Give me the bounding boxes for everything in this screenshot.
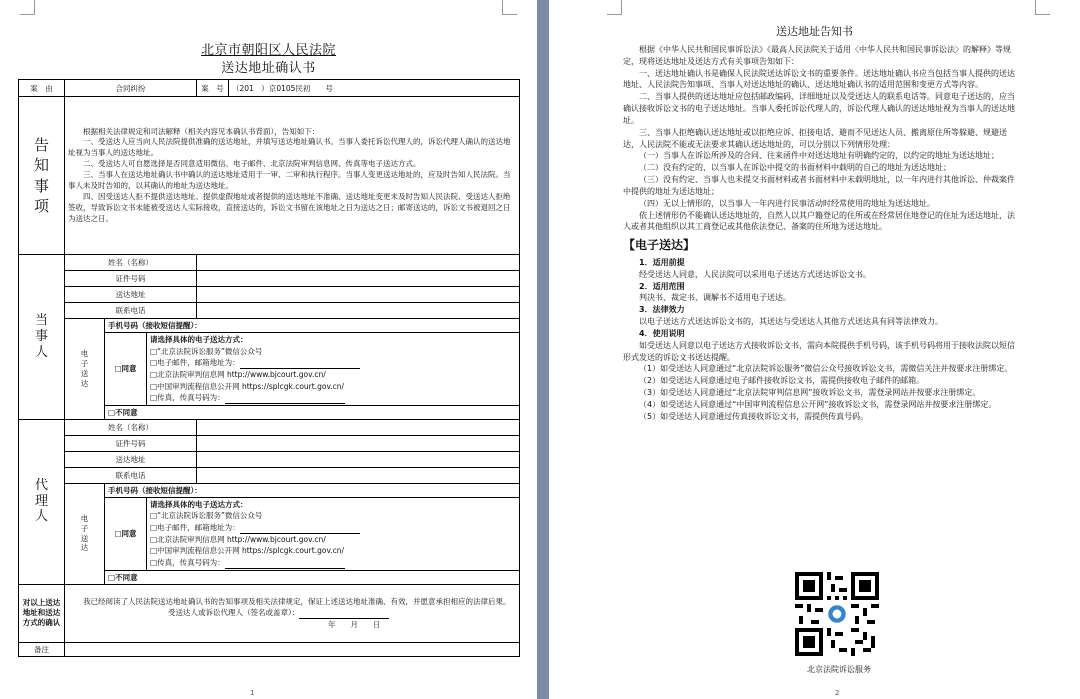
qr-code-icon [795,572,879,656]
section-text: 以电子送达方式送达诉讼文书的，其送达与受送达人其他方式送达具有同等法律效力。 [639,317,943,327]
party-id-label: 证件号码 [65,271,197,287]
agent-phone-label: 联系电话 [65,467,197,483]
option-splcgk[interactable]: □中国审判流程信息公开网 https://splcgk.court.gov.cn/ [150,546,345,556]
section-heading: 3．法律效力 [639,305,685,315]
notice-body [623,44,1015,423]
agent-disagree-checkbox[interactable]: □不同意 [105,570,520,584]
option-email[interactable]: □电子邮件，邮箱地址为： [150,522,516,534]
agent-name-input[interactable] [197,419,520,435]
case-cause-value: 合同纠纷 [65,80,197,97]
notice-paragraph: 根据相关法律规定和司法解释（相关内容见本确认书背面），告知如下： [83,126,320,136]
court-name: 北京市朝阳区人民法院 [200,43,336,58]
option-bjcourt[interactable]: □北京法院审判信息网 http://www.bjcourt.gov.cn/ [150,534,326,544]
notice-paragraph: 依上述情形仍不能确认送达地址的，自然人以其户籍登记的住所或在经常居住地登记的住址为送达地址，法人或者其他组织以其工商登记或其他依法登记、备案的住所地为送达地址。 [623,210,1015,232]
section-text: （5）如受送达人同意通过传真接收诉讼文书，需提供传真号码。 [639,411,869,421]
sign-line: 受送达人或诉讼代理人（签名或盖章）： [168,608,300,618]
notice-paragraph: （二）没有约定的，以当事人在诉讼中提交的书面材料中载明的自己的地址为送达地址； [639,163,951,173]
crop-mark [502,0,517,15]
remark-label: 备注 [19,642,65,656]
party-name-input[interactable] [197,255,520,271]
date-line[interactable]: 年 月 日 [328,619,381,629]
party-address-input[interactable] [197,287,520,303]
confirm-label: 对以上送达地址和送达方式的确认 [19,584,65,642]
agent-address-label: 送达地址 [65,451,197,467]
case-number-label: 案 号 [197,80,229,97]
page-number: 1 [250,689,255,697]
notice-paragraph: 三、当事人在送达地址确认书中确认的送达地址适用于一审、二审和执行程序。当事人变更送达地址的，应及时告知人民法院。当事人未及时告知的，以其确认的地址为送达地址。 [68,170,511,190]
crop-mark [607,0,622,15]
party-phone-label: 联系电话 [65,303,197,319]
agent-id-label: 证件号码 [65,435,197,451]
choose-line: 请选择具体的电子送达方式： [150,499,248,509]
option-splcgk[interactable]: □中国审判流程信息公开网 https://splcgk.court.gov.cn/ [150,381,345,391]
agent-agree-checkbox[interactable]: □同意 [105,497,147,570]
option-wechat[interactable]: □“北京法院诉讼服务”微信公众号 [150,511,263,521]
section-text: 经受送达人同意，人民法院可以采用电子送达方式送达诉讼文书。 [639,269,871,279]
section-text: 判决书、裁定书、调解书不适用电子送达。 [639,293,791,303]
party-label: 当事人 [34,313,48,360]
option-fax[interactable]: □传真，传真号码为： [150,392,516,404]
party-esvc-label: 电子送达 [80,349,89,388]
section-text: （2）如受送达人同意通过电子邮件接收诉讼文书，需提供接收电子邮件的邮箱。 [639,376,925,386]
party-address-label: 送达地址 [65,287,197,303]
agent-phone-input[interactable] [197,467,520,483]
page-2 [549,0,1080,699]
party-name-label: 姓名（名称） [65,255,197,271]
choose-line: 请选择具体的电子送达方式： [150,335,248,344]
agent-label: 代理人 [34,478,48,525]
party-disagree-checkbox[interactable]: □不同意 [105,405,520,419]
agent-name-label: 姓名（名称） [65,419,197,435]
section-heading: 2．适用范围 [639,281,685,291]
option-bjcourt[interactable]: □北京法院审判信息网 http://www.bjcourt.gov.cn/ [150,369,326,379]
notice-paragraph: 二、受送达人可自愿选择是否同意适用微信、电子邮件、北京法院审判信息网、传真等电子送达方式。 [83,159,421,169]
section-text: 如受送达人同意以电子送达方式接收诉讼文书，需向本院提供手机号码，该手机号码将用于接收法院以短信形式发送的诉讼文书送达提醒。 [623,340,1015,362]
party-phone-input[interactable] [197,303,520,319]
crop-mark [1035,0,1050,15]
section-text: （1）如受送达人同意通过“北京法院诉讼服务”微信公众号接收诉讼文书，需微信关注并按要求注册绑定。 [639,364,1013,374]
section-heading: 4．使用说明 [639,328,685,338]
notice-paragraph: （一）当事人在诉讼所涉及的合同、往来函件中对送达地址有明确约定的，以约定的地址为送达地址； [639,151,999,161]
confirm-cell [65,584,520,642]
notice-paragraph: （三）没有约定、当事人也未提交书面材料或者书面材料中未载明地址，以一年内进行其他诉讼、仲裁案件中提供的地址为送达地址； [623,175,1015,196]
section-heading: 1．适用前提 [639,258,685,267]
address-confirmation-form [18,79,520,657]
esvc-heading: 【电子送达】 [623,238,696,253]
notice-paragraph: 一、受送达人应当向人民法院提供准确的送达地址，并填写送达地址确认书。当事人委托诉讼代理人的，诉讼代理人确认的送达地址视为当事人的送达地址。 [68,137,511,158]
case-cause-label: 案 由 [19,80,65,97]
agent-id-input[interactable] [197,435,520,451]
signature-field[interactable] [299,610,389,619]
notice-content [65,97,520,255]
party-phone-line: 手机号码（接收短信提醒）： [105,319,520,333]
agent-options [147,497,520,570]
case-number-value: （201 ）京0105民初 号 [229,80,520,97]
party-id-input[interactable] [197,271,520,287]
party-agree-checkbox[interactable]: □同意 [105,333,147,406]
section-text: （3）如受送达人同意通过“北京法院审判信息网”接收诉讼文书，需登录网站并按要求注册绑定。 [639,388,981,398]
notice-paragraph: 四、因受送达人拒不提供送达地址、提供虚假地址或者提供的送达地址不准确、送达地址变更未及时告知人民法院、受送达人拒绝签收，导致诉讼文书未能被受送达人实际接收，直接送达的，诉讼文书留在该地址之日为送达之日；邮寄送达的，诉讼文书被退回之日为送达之日。 [68,191,511,223]
section-text: （4）如受送达人同意通过“中国审判流程信息公开网”接收诉讼文书，需登录网站并按要求注册绑定。 [639,399,997,409]
notice-paragraph: 一、送达地址确认书是确保人民法院送达诉讼文书的重要条件。送达地址确认书应当包括当事人提供的送达地址、人民法院告知事项、当事人对送达地址的确认、送达地址确认书的适用范围和变更方式等内容。 [623,68,1015,90]
option-email[interactable]: □电子邮件，邮箱地址为： [150,357,516,369]
option-wechat[interactable]: □“北京法院诉讼服务”微信公众号 [150,346,263,356]
agent-phone-line: 手机号码（接收短信提醒）： [105,483,520,497]
notice-label: 告知事项 [33,136,49,215]
confirm-text: 我已经阅读了人民法院送达地址确认书的告知事项及相关法律规定，保证上述送达地址准确、有效，并愿意承担相应的法律后果。 [83,597,511,607]
remark-field[interactable] [65,642,520,656]
notice-paragraph: 根据《中华人民共和国民事诉讼法》《最高人民法院关于适用〈中华人民共和国民事诉讼法〉的解释》等规定，现将送达地址及送达方式有关事项告知如下： [623,45,1011,66]
party-options [147,333,520,406]
notice-paragraph: 二、当事人提供的送达地址应包括邮政编码、详细地址以及受送达人的联系电话等。同意电子送达的，应当确认接收诉讼文书的电子送达地址。当事人委托诉讼代理人的，诉讼代理人确认的送达地址视为当事人的送达地址。 [623,92,1015,125]
agent-address-input[interactable] [197,451,520,467]
notice-paragraph: 三、当事人拒绝确认送达地址或以拒绝应诉、拒接电话、避而不见送达人员、搬离原住所等躲避、规避送达，人民法院不能或无法要求其确认送达地址的，可以分别以下列情形处理： [623,127,1007,149]
page-gutter [537,0,549,699]
agent-esvc-label: 电子送达 [80,514,89,553]
crop-mark [20,0,35,15]
notice-paragraph: （四）无以上情形的，以当事人一年内进行民事活动时经常使用的地址为送达地址。 [639,198,935,208]
notice-title: 送达地址告知书 [776,25,853,38]
option-fax[interactable]: □传真，传真号码为： [150,557,516,569]
page-number: 2 [835,689,840,697]
page-1 [0,0,537,699]
qr-caption: 北京法院诉讼服务 [807,665,871,674]
doc-title: 送达地址确认书 [221,61,316,76]
